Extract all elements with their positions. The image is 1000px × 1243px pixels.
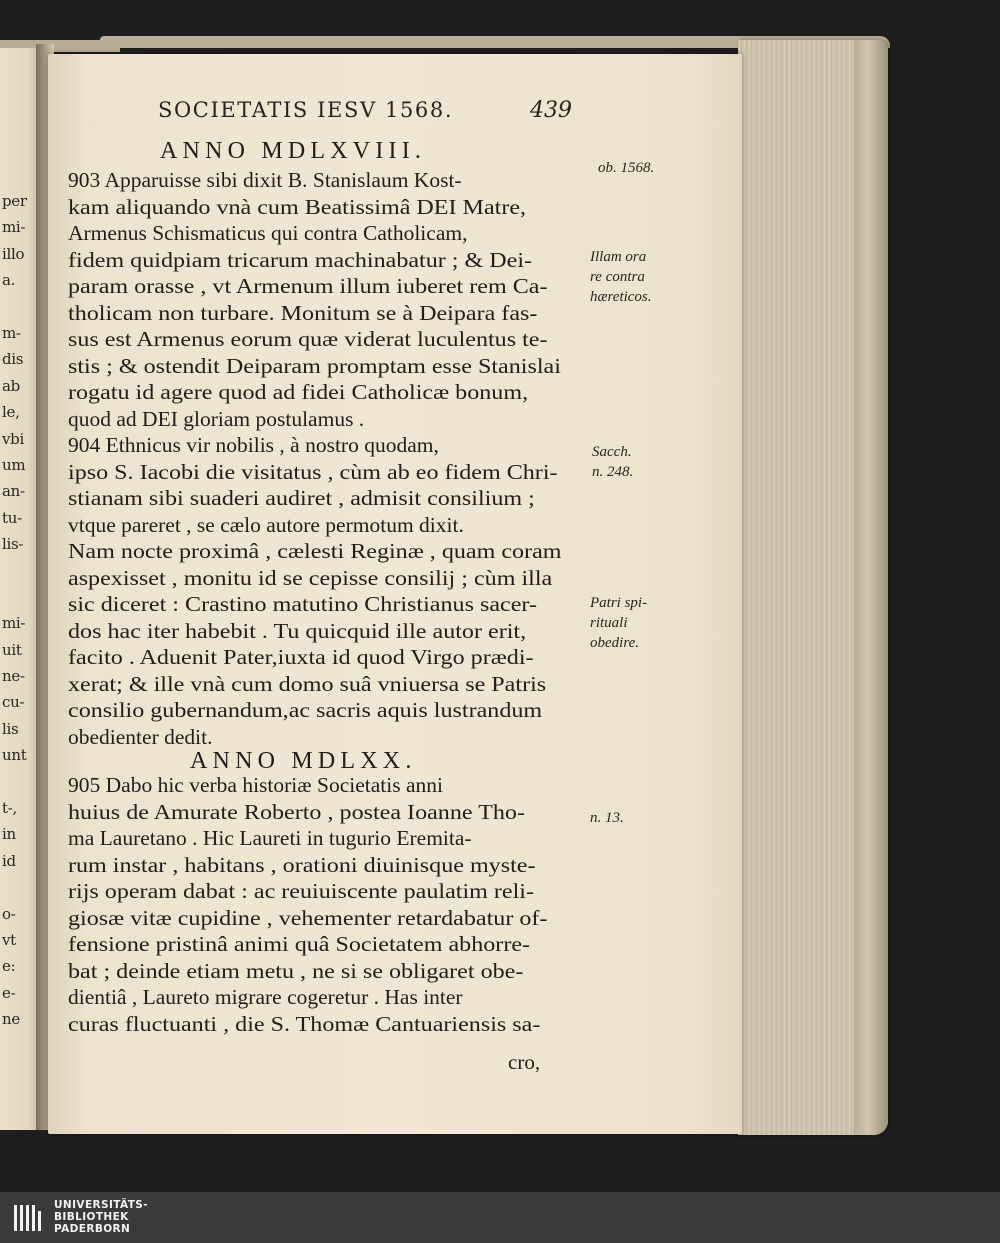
left-page-fragment: in — [2, 825, 16, 844]
text-line: giosæ vitæ cupidine , vehementer retardabatur of- — [68, 905, 548, 930]
left-page-fragment: a. — [2, 271, 16, 290]
margin-note-sacch — [592, 442, 633, 482]
text-line: fidem quidpiam tricarum machinabatur ; & Dei- — [68, 247, 533, 272]
library-name-line: UNIVERSITÄTS- — [54, 1199, 149, 1211]
left-page-fragment: unt — [2, 746, 27, 765]
text-line: 903 Apparuisse sibi dixit B. Stanislaum Kost- — [68, 168, 462, 192]
left-page-fragment: dis — [2, 350, 24, 369]
text-line: Armenus Schismaticus qui contra Catholicam, — [68, 221, 468, 245]
left-page-fragment: e: — [2, 957, 16, 976]
left-page-fragment: um — [2, 455, 26, 474]
text-line: facito . Aduenit Pater,iuxta id quod Virgo prædi- — [68, 645, 534, 669]
margin-note-n13 — [590, 808, 624, 828]
left-page-fragment: ne- — [2, 667, 25, 686]
margin-note-ob-1568 — [598, 158, 654, 178]
left-page-fragment: vbi — [2, 429, 24, 448]
text-line: kam aliquando vnà cum Beatissimâ DEI Matre, — [68, 194, 527, 219]
left-page-fragment: id — [2, 851, 16, 870]
left-page-fragment — [2, 584, 38, 610]
text-line: param orasse , vt Armenum illum iuberet rem Ca- — [68, 274, 548, 298]
text-line: stianam sibi suaderi audiret , admisit consilium ; — [68, 486, 535, 510]
left-page-fragment: le, — [2, 403, 20, 422]
left-page-fragment: illo — [2, 244, 25, 263]
left-page-fragment: lis — [2, 719, 19, 738]
text-line: 904 Ethnicus vir nobilis , à nostro quodam, — [68, 433, 439, 457]
left-page-fragment: an- — [2, 482, 25, 501]
text-line: quod ad DEI gloriam postulamus . — [68, 406, 365, 431]
margin-note-line: rituali — [590, 615, 628, 631]
section-heading-1570: ANNO MDLXX. — [190, 748, 417, 774]
left-page-fragment: tu- — [2, 508, 22, 527]
text-line: rum instar , habitans , orationi diuinisque myste- — [68, 852, 536, 877]
text-line: 905 Dabo hic verba historiæ Societatis anni — [68, 773, 443, 797]
left-page-fragment: m- — [2, 323, 21, 342]
text-line: rijs operam dabat : ac reuiuiscente paulatim reli- — [68, 879, 535, 903]
margin-note-line: n. 13. — [590, 810, 624, 826]
text-line: aspexisset , monitu id se cepisse consilij ; cùm illa — [68, 565, 553, 590]
library-name-line: PADERBORN — [54, 1223, 131, 1235]
left-page-fragment: uit — [2, 640, 22, 659]
margin-note-line: obedire. — [590, 635, 640, 651]
library-name — [54, 1199, 148, 1235]
left-page-fragment: e- — [2, 983, 16, 1002]
left-page-fragment: lis- — [2, 535, 24, 554]
left-page-fragment: cu- — [2, 693, 25, 712]
text-line: dos hac iter habebit . Tu quicquid ille autor erit, — [68, 618, 527, 643]
library-name-line: BIBLIOTHEK — [54, 1211, 129, 1223]
text-line: stis ; & ostendit Deiparam promptam esse Stanislai — [68, 353, 561, 378]
margin-note-line: Sacch. — [592, 444, 632, 460]
margin-note-line: n. 248. — [592, 464, 634, 480]
text-line: vtque pareret , se cælo autore permotum dixit. — [68, 512, 464, 537]
catchword: cro, — [508, 1050, 541, 1074]
section-heading-1568: ANNO MDLXVIII. — [160, 138, 427, 164]
text-line: rogatu id agere quod ad fidei Catholicæ bonum, — [68, 380, 529, 404]
text-line: sic diceret : Crastino matutino Christianus sacer- — [68, 592, 537, 616]
left-page-text-fragments — [2, 188, 38, 1033]
margin-note-line: Illam ora — [590, 249, 647, 265]
text-line: ipso S. Iacobi die visitatus , cùm ab eo fidem Chri- — [68, 459, 558, 484]
left-page-fragment — [2, 557, 38, 583]
left-page-fragment: mi- — [2, 218, 26, 237]
page-number: 439 — [530, 98, 572, 123]
left-page-fragment — [2, 874, 38, 900]
margin-note-illam-orare — [590, 247, 652, 307]
text-line: curas fluctuanti , die S. Thomæ Cantuariensis sa- — [68, 1011, 541, 1036]
left-page-fragment: ab — [2, 376, 20, 395]
text-line: Nam nocte proximâ , cælesti Reginæ , quam coram — [68, 539, 562, 563]
page-block-edges — [738, 40, 888, 1135]
left-page-fragment: vt — [2, 930, 16, 949]
margin-note-line: ob. 1568. — [598, 160, 655, 176]
margin-note-line: Patri spi- — [590, 595, 648, 611]
left-page-fragment: t-, — [2, 798, 17, 817]
text-line: xerat; & ille vnà cum domo suâ vniuersa se Patris — [68, 671, 547, 696]
left-page — [0, 48, 40, 1130]
library-footer — [0, 1192, 1000, 1243]
text-line: dientiâ , Laureto migrare cogeretur . Has inter — [68, 985, 463, 1009]
left-page-fragment — [2, 294, 38, 320]
margin-note-patri-spirituali — [590, 593, 647, 653]
text-line: ma Lauretano . Hic Laureti in tugurio Eremita- — [68, 826, 472, 850]
margin-note-line: re contra — [590, 269, 645, 285]
margin-note-line: hæreticos. — [590, 289, 652, 305]
text-line: bat ; deinde etiam metu , ne si se obligaret obe- — [68, 958, 524, 983]
library-logo-icon — [12, 1201, 46, 1235]
text-line: obedienter dedit. — [68, 724, 213, 749]
left-page-fragment: per — [2, 192, 27, 210]
text-line: fensione pristinâ animi quâ Societatem abhorre- — [68, 932, 531, 956]
text-line: consilio gubernandum,ac sacris aquis lustrandum — [68, 698, 543, 722]
left-page-fragment: o- — [2, 904, 16, 923]
left-page-fragment: ne — [2, 1010, 20, 1029]
running-head: SOCIETATIS IESV 1568. — [158, 98, 454, 122]
left-page-fragment — [2, 769, 38, 795]
text-line: sus est Armenus eorum quæ viderat luculentus te- — [68, 327, 548, 351]
text-line: tholicam non turbare. Monitum se à Deipara fas- — [68, 300, 538, 325]
left-page-fragment: mi- — [2, 614, 26, 633]
text-line: huius de Amurate Roberto , postea Ioanne Tho- — [68, 799, 525, 824]
